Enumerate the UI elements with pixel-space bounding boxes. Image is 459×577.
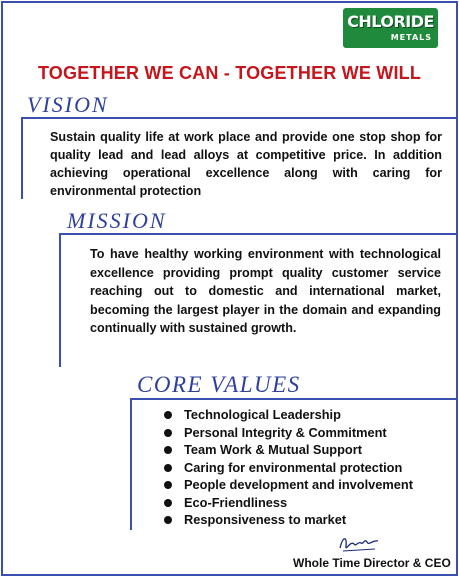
list-item bbox=[160, 511, 450, 529]
bullet-icon bbox=[164, 411, 172, 419]
core-value-label: Team Work & Mutual Support bbox=[184, 442, 362, 457]
core-values-rule bbox=[130, 398, 457, 400]
bullet-icon bbox=[164, 429, 172, 437]
list-item bbox=[160, 406, 450, 424]
bullet-icon bbox=[164, 516, 172, 524]
list-item bbox=[160, 494, 450, 512]
signature bbox=[337, 532, 381, 554]
bullet-icon bbox=[164, 446, 172, 454]
bullet-icon bbox=[164, 464, 172, 472]
vision-text: Sustain quality life at work place and provide one stop shop for quality lead and lead alloys at competitive price. In addition achieving operational excellence along with caring for environmental protection bbox=[50, 130, 442, 198]
core-value-label: Caring for environmental protection bbox=[184, 459, 403, 475]
core-value-label: Eco-Friendliness bbox=[184, 494, 288, 510]
mission-heading: MISSION bbox=[67, 208, 167, 233]
vision-heading: VISION bbox=[27, 92, 109, 117]
core-value-label: People development and involvement bbox=[184, 477, 413, 492]
core-values-side-rule bbox=[130, 398, 132, 530]
list-item bbox=[160, 459, 450, 477]
list-item bbox=[160, 441, 450, 459]
signatory-title: Whole Time Director & CEO bbox=[293, 556, 451, 570]
core-values-list bbox=[160, 406, 450, 529]
mission-text: To have healthy working environment with technological excellence providing prompt quality customer service reaching out to domestic and international market, becoming the largest player in the domain and expanding continually with sustained growth. bbox=[90, 247, 441, 336]
vision-side-rule bbox=[21, 117, 23, 199]
bullet-icon bbox=[164, 481, 172, 489]
logo-name-bottom: METALS bbox=[390, 33, 432, 42]
list-item bbox=[160, 424, 450, 442]
mission-rule bbox=[59, 233, 457, 235]
list-item bbox=[160, 476, 450, 494]
core-value-label: Technological Leadership bbox=[184, 407, 341, 422]
core-values-heading: CORE VALUES bbox=[137, 372, 301, 397]
core-value-label: Responsiveness to market bbox=[184, 512, 347, 527]
tagline: TOGETHER WE CAN - TOGETHER WE WILL bbox=[37, 63, 422, 83]
bullet-icon bbox=[164, 499, 172, 507]
company-logo bbox=[343, 8, 438, 48]
mission-side-rule bbox=[59, 233, 61, 367]
core-value-label: Personal Integrity & Commitment bbox=[184, 424, 387, 440]
vision-rule bbox=[21, 117, 457, 119]
logo-name-top: CHLORIDE bbox=[347, 12, 434, 31]
